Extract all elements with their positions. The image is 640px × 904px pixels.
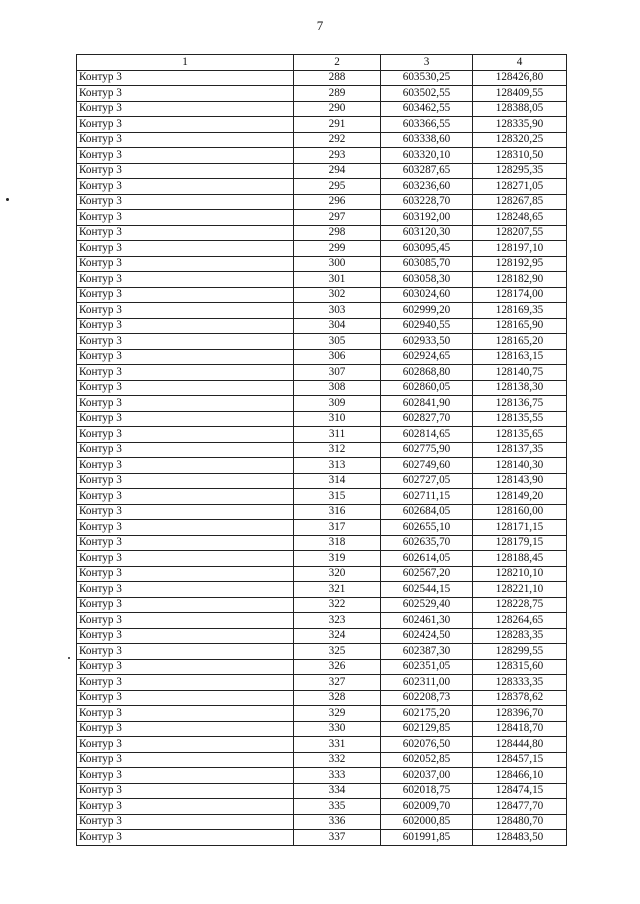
x-coordinate-cell: 603058,30 xyxy=(381,272,473,288)
contour-name-cell: Контур 3 xyxy=(77,70,294,86)
table-row xyxy=(77,70,567,86)
y-coordinate-cell: 128480,70 xyxy=(473,814,567,830)
y-coordinate-cell: 128418,70 xyxy=(473,721,567,737)
x-coordinate-cell: 602208,73 xyxy=(381,690,473,706)
point-number-cell: 327 xyxy=(294,675,381,691)
x-coordinate-cell: 603085,70 xyxy=(381,256,473,272)
x-coordinate-cell: 602924,65 xyxy=(381,349,473,365)
point-number-cell: 294 xyxy=(294,163,381,179)
point-number-cell: 288 xyxy=(294,70,381,86)
y-coordinate-cell: 128378,62 xyxy=(473,690,567,706)
contour-name-cell: Контур 3 xyxy=(77,706,294,722)
x-coordinate-cell: 602684,05 xyxy=(381,504,473,520)
y-coordinate-cell: 128283,35 xyxy=(473,628,567,644)
y-coordinate-cell: 128228,75 xyxy=(473,597,567,613)
y-coordinate-cell: 128140,75 xyxy=(473,365,567,381)
y-coordinate-cell: 128221,10 xyxy=(473,582,567,598)
contour-name-cell: Контур 3 xyxy=(77,613,294,629)
contour-name-cell: Контур 3 xyxy=(77,737,294,753)
table-row xyxy=(77,613,567,629)
table-row xyxy=(77,582,567,598)
point-number-cell: 298 xyxy=(294,225,381,241)
x-coordinate-cell: 603228,70 xyxy=(381,194,473,210)
table-row xyxy=(77,473,567,489)
y-coordinate-cell: 128179,15 xyxy=(473,535,567,551)
y-coordinate-cell: 128165,20 xyxy=(473,334,567,350)
y-coordinate-cell: 128320,25 xyxy=(473,132,567,148)
x-coordinate-cell: 602052,85 xyxy=(381,752,473,768)
contour-name-cell: Контур 3 xyxy=(77,132,294,148)
point-number-cell: 305 xyxy=(294,334,381,350)
contour-name-cell: Контур 3 xyxy=(77,101,294,117)
contour-name-cell: Контур 3 xyxy=(77,303,294,319)
x-coordinate-cell: 602841,90 xyxy=(381,396,473,412)
table-row xyxy=(77,132,567,148)
table-row xyxy=(77,365,567,381)
point-number-cell: 319 xyxy=(294,551,381,567)
y-coordinate-cell: 128264,65 xyxy=(473,613,567,629)
x-coordinate-cell: 602655,10 xyxy=(381,520,473,536)
table-row xyxy=(77,163,567,179)
table-row xyxy=(77,535,567,551)
point-number-cell: 307 xyxy=(294,365,381,381)
column-header-3: 3 xyxy=(381,55,473,71)
contour-name-cell: Контур 3 xyxy=(77,659,294,675)
table-row xyxy=(77,752,567,768)
y-coordinate-cell: 128171,15 xyxy=(473,520,567,536)
point-number-cell: 325 xyxy=(294,644,381,660)
y-coordinate-cell: 128409,55 xyxy=(473,86,567,102)
page-number: 7 xyxy=(316,18,324,33)
table-row xyxy=(77,628,567,644)
contour-name-cell: Контур 3 xyxy=(77,349,294,365)
x-coordinate-cell: 602775,90 xyxy=(381,442,473,458)
table-row xyxy=(77,287,567,303)
table-row xyxy=(77,721,567,737)
table-row xyxy=(77,566,567,582)
x-coordinate-cell: 603530,25 xyxy=(381,70,473,86)
point-number-cell: 316 xyxy=(294,504,381,520)
x-coordinate-cell: 602727,05 xyxy=(381,473,473,489)
x-coordinate-cell: 602351,05 xyxy=(381,659,473,675)
table-row xyxy=(77,442,567,458)
x-coordinate-cell: 602567,20 xyxy=(381,566,473,582)
y-coordinate-cell: 128267,85 xyxy=(473,194,567,210)
point-number-cell: 292 xyxy=(294,132,381,148)
table-row xyxy=(77,396,567,412)
x-coordinate-cell: 602175,20 xyxy=(381,706,473,722)
contour-name-cell: Контур 3 xyxy=(77,179,294,195)
contour-name-cell: Контур 3 xyxy=(77,830,294,846)
point-number-cell: 333 xyxy=(294,768,381,784)
column-header-1: 1 xyxy=(77,55,294,71)
contour-name-cell: Контур 3 xyxy=(77,504,294,520)
x-coordinate-cell: 602311,00 xyxy=(381,675,473,691)
contour-name-cell: Контур 3 xyxy=(77,721,294,737)
table-row xyxy=(77,86,567,102)
x-coordinate-cell: 602868,80 xyxy=(381,365,473,381)
point-number-cell: 337 xyxy=(294,830,381,846)
x-coordinate-cell: 603366,55 xyxy=(381,117,473,133)
y-coordinate-cell: 128135,55 xyxy=(473,411,567,427)
coordinates-table xyxy=(76,54,567,846)
contour-name-cell: Контур 3 xyxy=(77,148,294,164)
table-row xyxy=(77,380,567,396)
x-coordinate-cell: 603320,10 xyxy=(381,148,473,164)
table-row xyxy=(77,706,567,722)
table-row xyxy=(77,194,567,210)
point-number-cell: 332 xyxy=(294,752,381,768)
x-coordinate-cell: 603236,60 xyxy=(381,179,473,195)
y-coordinate-cell: 128210,10 xyxy=(473,566,567,582)
point-number-cell: 299 xyxy=(294,241,381,257)
y-coordinate-cell: 128426,80 xyxy=(473,70,567,86)
table-row xyxy=(77,814,567,830)
x-coordinate-cell: 602037,00 xyxy=(381,768,473,784)
y-coordinate-cell: 128188,45 xyxy=(473,551,567,567)
x-coordinate-cell: 602387,30 xyxy=(381,644,473,660)
point-number-cell: 322 xyxy=(294,597,381,613)
contour-name-cell: Контур 3 xyxy=(77,520,294,536)
table-row xyxy=(77,458,567,474)
x-coordinate-cell: 602711,15 xyxy=(381,489,473,505)
x-coordinate-cell: 602814,65 xyxy=(381,427,473,443)
contour-name-cell: Контур 3 xyxy=(77,272,294,288)
contour-name-cell: Контур 3 xyxy=(77,287,294,303)
contour-name-cell: Контур 3 xyxy=(77,427,294,443)
y-coordinate-cell: 128137,35 xyxy=(473,442,567,458)
x-coordinate-cell: 603287,65 xyxy=(381,163,473,179)
x-coordinate-cell: 603120,30 xyxy=(381,225,473,241)
table-row xyxy=(77,551,567,567)
y-coordinate-cell: 128477,70 xyxy=(473,799,567,815)
point-number-cell: 312 xyxy=(294,442,381,458)
contour-name-cell: Контур 3 xyxy=(77,411,294,427)
y-coordinate-cell: 128299,55 xyxy=(473,644,567,660)
table-row xyxy=(77,117,567,133)
y-coordinate-cell: 128169,35 xyxy=(473,303,567,319)
y-coordinate-cell: 128474,15 xyxy=(473,783,567,799)
contour-name-cell: Контур 3 xyxy=(77,675,294,691)
y-coordinate-cell: 128333,35 xyxy=(473,675,567,691)
point-number-cell: 317 xyxy=(294,520,381,536)
contour-name-cell: Контур 3 xyxy=(77,597,294,613)
table-row xyxy=(77,768,567,784)
x-coordinate-cell: 602018,75 xyxy=(381,783,473,799)
x-coordinate-cell: 602933,50 xyxy=(381,334,473,350)
contour-name-cell: Контур 3 xyxy=(77,582,294,598)
table-row xyxy=(77,504,567,520)
point-number-cell: 301 xyxy=(294,272,381,288)
x-coordinate-cell: 602129,85 xyxy=(381,721,473,737)
point-number-cell: 324 xyxy=(294,628,381,644)
point-number-cell: 290 xyxy=(294,101,381,117)
y-coordinate-cell: 128135,65 xyxy=(473,427,567,443)
x-coordinate-cell: 602860,05 xyxy=(381,380,473,396)
table-row xyxy=(77,148,567,164)
y-coordinate-cell: 128396,70 xyxy=(473,706,567,722)
contour-name-cell: Контур 3 xyxy=(77,535,294,551)
point-number-cell: 306 xyxy=(294,349,381,365)
table-row xyxy=(77,597,567,613)
y-coordinate-cell: 128182,90 xyxy=(473,272,567,288)
point-number-cell: 295 xyxy=(294,179,381,195)
y-coordinate-cell: 128138,30 xyxy=(473,380,567,396)
table-row xyxy=(77,349,567,365)
table-body xyxy=(77,70,567,845)
table-row xyxy=(77,737,567,753)
point-number-cell: 315 xyxy=(294,489,381,505)
y-coordinate-cell: 128160,00 xyxy=(473,504,567,520)
x-coordinate-cell: 603192,00 xyxy=(381,210,473,226)
x-coordinate-cell: 602999,20 xyxy=(381,303,473,319)
y-coordinate-cell: 128466,10 xyxy=(473,768,567,784)
y-coordinate-cell: 128143,90 xyxy=(473,473,567,489)
y-coordinate-cell: 128248,65 xyxy=(473,210,567,226)
contour-name-cell: Контур 3 xyxy=(77,489,294,505)
y-coordinate-cell: 128335,90 xyxy=(473,117,567,133)
contour-name-cell: Контур 3 xyxy=(77,644,294,660)
table-row xyxy=(77,520,567,536)
table-row xyxy=(77,427,567,443)
point-number-cell: 296 xyxy=(294,194,381,210)
x-coordinate-cell: 602614,05 xyxy=(381,551,473,567)
contour-name-cell: Контур 3 xyxy=(77,566,294,582)
y-coordinate-cell: 128174,00 xyxy=(473,287,567,303)
x-coordinate-cell: 603095,45 xyxy=(381,241,473,257)
header-row xyxy=(77,55,567,71)
y-coordinate-cell: 128444,80 xyxy=(473,737,567,753)
table-row xyxy=(77,659,567,675)
y-coordinate-cell: 128315,60 xyxy=(473,659,567,675)
table-row xyxy=(77,690,567,706)
y-coordinate-cell: 128149,20 xyxy=(473,489,567,505)
point-number-cell: 311 xyxy=(294,427,381,443)
point-number-cell: 329 xyxy=(294,706,381,722)
point-number-cell: 323 xyxy=(294,613,381,629)
x-coordinate-cell: 602424,50 xyxy=(381,628,473,644)
table-row xyxy=(77,210,567,226)
table-row xyxy=(77,675,567,691)
column-header-4: 4 xyxy=(473,55,567,71)
contour-name-cell: Контур 3 xyxy=(77,473,294,489)
contour-name-cell: Контур 3 xyxy=(77,210,294,226)
x-coordinate-cell: 601991,85 xyxy=(381,830,473,846)
x-coordinate-cell: 602635,70 xyxy=(381,535,473,551)
point-number-cell: 318 xyxy=(294,535,381,551)
y-coordinate-cell: 128388,05 xyxy=(473,101,567,117)
x-coordinate-cell: 603502,55 xyxy=(381,86,473,102)
table-row xyxy=(77,272,567,288)
y-coordinate-cell: 128197,10 xyxy=(473,241,567,257)
point-number-cell: 300 xyxy=(294,256,381,272)
table-row xyxy=(77,256,567,272)
scan-artifact-dot xyxy=(68,657,70,659)
point-number-cell: 309 xyxy=(294,396,381,412)
x-coordinate-cell: 602529,40 xyxy=(381,597,473,613)
x-coordinate-cell: 602461,30 xyxy=(381,613,473,629)
point-number-cell: 308 xyxy=(294,380,381,396)
point-number-cell: 330 xyxy=(294,721,381,737)
table-row xyxy=(77,334,567,350)
x-coordinate-cell: 602827,70 xyxy=(381,411,473,427)
x-coordinate-cell: 602749,60 xyxy=(381,458,473,474)
point-number-cell: 321 xyxy=(294,582,381,598)
x-coordinate-cell: 602544,15 xyxy=(381,582,473,598)
contour-name-cell: Контур 3 xyxy=(77,365,294,381)
point-number-cell: 328 xyxy=(294,690,381,706)
y-coordinate-cell: 128483,50 xyxy=(473,830,567,846)
x-coordinate-cell: 602076,50 xyxy=(381,737,473,753)
point-number-cell: 336 xyxy=(294,814,381,830)
contour-name-cell: Контур 3 xyxy=(77,380,294,396)
contour-name-cell: Контур 3 xyxy=(77,86,294,102)
point-number-cell: 289 xyxy=(294,86,381,102)
table-row xyxy=(77,830,567,846)
table-row xyxy=(77,799,567,815)
contour-name-cell: Контур 3 xyxy=(77,551,294,567)
point-number-cell: 320 xyxy=(294,566,381,582)
table-row xyxy=(77,318,567,334)
contour-name-cell: Контур 3 xyxy=(77,194,294,210)
y-coordinate-cell: 128192,95 xyxy=(473,256,567,272)
x-coordinate-cell: 602009,70 xyxy=(381,799,473,815)
table-header xyxy=(77,55,567,71)
x-coordinate-cell: 602000,85 xyxy=(381,814,473,830)
contour-name-cell: Контур 3 xyxy=(77,799,294,815)
point-number-cell: 293 xyxy=(294,148,381,164)
contour-name-cell: Контур 3 xyxy=(77,752,294,768)
contour-name-cell: Контур 3 xyxy=(77,458,294,474)
contour-name-cell: Контур 3 xyxy=(77,117,294,133)
column-header-2: 2 xyxy=(294,55,381,71)
contour-name-cell: Контур 3 xyxy=(77,783,294,799)
table-row xyxy=(77,241,567,257)
y-coordinate-cell: 128271,05 xyxy=(473,179,567,195)
y-coordinate-cell: 128165,90 xyxy=(473,318,567,334)
point-number-cell: 331 xyxy=(294,737,381,753)
contour-name-cell: Контур 3 xyxy=(77,814,294,830)
x-coordinate-cell: 602940,55 xyxy=(381,318,473,334)
point-number-cell: 304 xyxy=(294,318,381,334)
point-number-cell: 313 xyxy=(294,458,381,474)
contour-name-cell: Контур 3 xyxy=(77,768,294,784)
point-number-cell: 297 xyxy=(294,210,381,226)
contour-name-cell: Контур 3 xyxy=(77,690,294,706)
table-row xyxy=(77,303,567,319)
contour-name-cell: Контур 3 xyxy=(77,241,294,257)
contour-name-cell: Контур 3 xyxy=(77,442,294,458)
table-row xyxy=(77,411,567,427)
y-coordinate-cell: 128163,15 xyxy=(473,349,567,365)
table-row xyxy=(77,225,567,241)
x-coordinate-cell: 603024,60 xyxy=(381,287,473,303)
y-coordinate-cell: 128457,15 xyxy=(473,752,567,768)
contour-name-cell: Контур 3 xyxy=(77,334,294,350)
table-row xyxy=(77,783,567,799)
y-coordinate-cell: 128207,55 xyxy=(473,225,567,241)
table-row xyxy=(77,489,567,505)
y-coordinate-cell: 128295,35 xyxy=(473,163,567,179)
y-coordinate-cell: 128310,50 xyxy=(473,148,567,164)
x-coordinate-cell: 603462,55 xyxy=(381,101,473,117)
contour-name-cell: Контур 3 xyxy=(77,225,294,241)
table-row xyxy=(77,179,567,195)
y-coordinate-cell: 128140,30 xyxy=(473,458,567,474)
point-number-cell: 326 xyxy=(294,659,381,675)
x-coordinate-cell: 603338,60 xyxy=(381,132,473,148)
point-number-cell: 310 xyxy=(294,411,381,427)
contour-name-cell: Контур 3 xyxy=(77,396,294,412)
y-coordinate-cell: 128136,75 xyxy=(473,396,567,412)
contour-name-cell: Контур 3 xyxy=(77,628,294,644)
point-number-cell: 335 xyxy=(294,799,381,815)
point-number-cell: 303 xyxy=(294,303,381,319)
point-number-cell: 302 xyxy=(294,287,381,303)
contour-name-cell: Контур 3 xyxy=(77,163,294,179)
scan-artifact-dot xyxy=(6,198,9,201)
contour-name-cell: Контур 3 xyxy=(77,318,294,334)
contour-name-cell: Контур 3 xyxy=(77,256,294,272)
table-row xyxy=(77,644,567,660)
point-number-cell: 291 xyxy=(294,117,381,133)
point-number-cell: 334 xyxy=(294,783,381,799)
point-number-cell: 314 xyxy=(294,473,381,489)
table-row xyxy=(77,101,567,117)
